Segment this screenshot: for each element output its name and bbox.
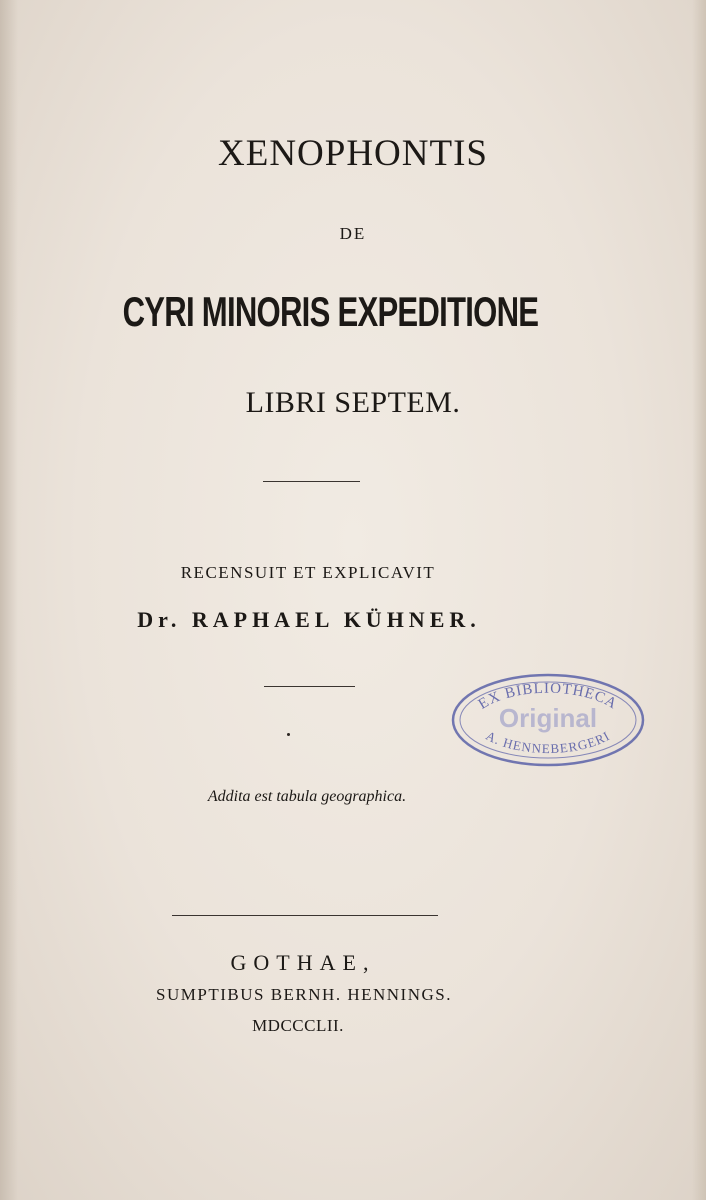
stamp-top-text: EX BIBLIOTHECA: [475, 680, 621, 713]
stamp-bottom-text: A. HENNEBERGERI: [483, 727, 613, 757]
editor-credit-line: RECENSUIT ET EXPLICAVIT: [180, 563, 436, 582]
books-count: LIBRI SEPTEM.: [245, 386, 461, 419]
publication-year: MDCCCLII.: [252, 1016, 344, 1035]
divider-rule-2: [264, 686, 355, 687]
work-title: CYRI MINORIS EXPEDITIONE: [122, 288, 539, 335]
divider-rule-3: [172, 915, 438, 916]
stamp-overprint: Original: [498, 703, 598, 733]
preposition-de: DE: [339, 224, 367, 243]
divider-rule-1: [263, 481, 360, 482]
ink-speck: [287, 733, 290, 736]
place-of-publication: GOTHAE,: [230, 950, 376, 975]
editor-name: Dr. RAPHAEL KÜHNER.: [137, 607, 481, 632]
page-edge-shadow-right: [692, 0, 706, 1200]
map-note: Addita est tabula geographica.: [207, 788, 407, 805]
library-stamp: [449, 671, 647, 769]
author-title: XENOPHONTIS: [218, 133, 488, 174]
publisher-line: SUMPTIBUS BERNH. HENNINGS.: [156, 985, 452, 1004]
